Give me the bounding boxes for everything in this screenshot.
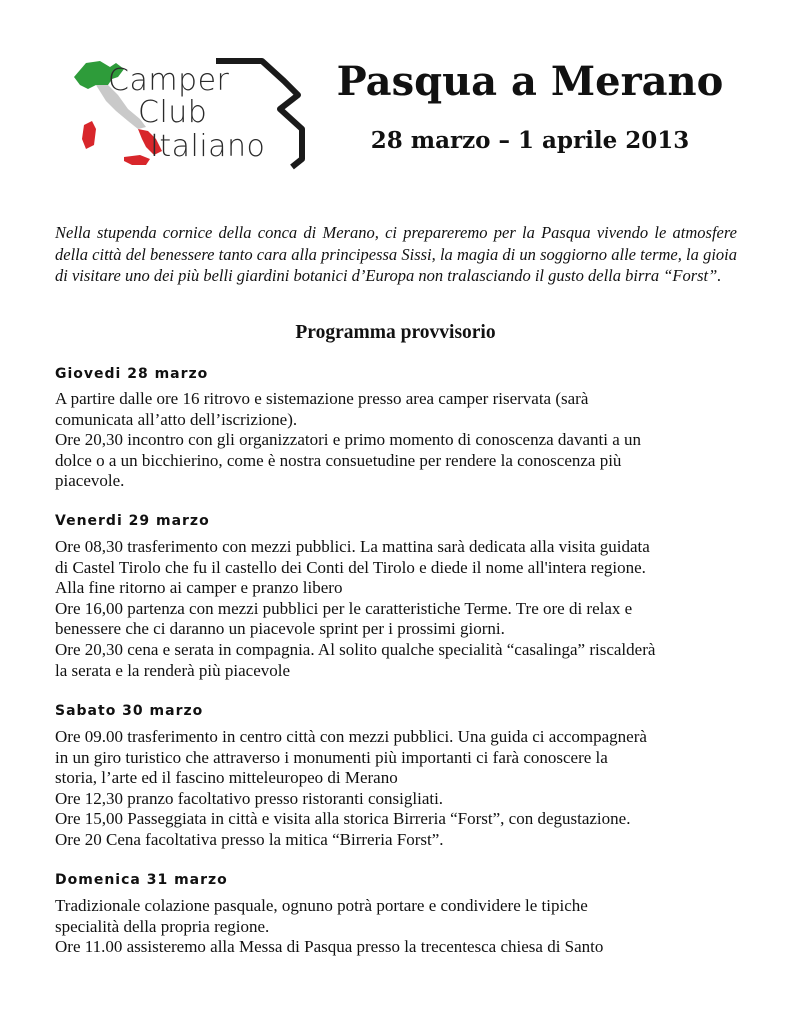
program-line: in un giro turistico che attraverso i monumenti più importanti ci farà conoscere la <box>55 747 608 767</box>
program-line: Ore 20,30 incontro con gli organizzatori e primo momento di conoscenza davanti a un <box>55 430 642 450</box>
program-line: Ore 11.00 assisteremo alla Messa di Pasqua presso la trecentesca chiesa di Santo <box>55 937 604 957</box>
program-line: benessere che ci daranno un piacevole sprint per i prossimi giorni. <box>55 619 505 639</box>
program-line: la serata e la renderà più piacevole <box>55 660 291 680</box>
program-line: comunicata all’atto dell’iscrizione). <box>55 409 298 429</box>
day-program-venerdi <box>55 537 745 681</box>
logo-word-camper: Camper <box>108 63 230 98</box>
day-program-giovedi <box>55 389 745 492</box>
intro-paragraph: Nella stupenda cornice della conca di Merano, ci prepareremo per la Pasqua vivendo le atmosfere della città del benessere tanto cara alla principessa Sissi, la magia di un soggiorno alle terme, la gioia di visitare uno dei più belli giardini botanici d’Europa non tralasciando il gusto della birra “Forst”. <box>55 223 737 285</box>
program-line: dolce o a un bicchierino, come è nostra consuetudine per rendere la conoscenza più <box>55 450 622 470</box>
program-line: Ore 12,30 pranzo facoltativo presso ristoranti consigliati. <box>55 788 444 808</box>
day-program-domenica <box>55 896 745 958</box>
event-dates: 28 marzo – 1 aprile 2013 <box>370 127 690 154</box>
program-line: specialità della propria regione. <box>55 916 270 936</box>
program-title: Programma provvisorio <box>295 322 496 343</box>
page-title: Pasqua a Merano <box>336 58 724 105</box>
program-line: Ore 15,00 Passeggiata in città e visita alla storica Birreria “Forst”, con degustazione. <box>55 809 631 829</box>
program-line: Ore 08,30 trasferimento con mezzi pubblici. La mattina sarà dedicata alla visita guidata <box>55 537 650 556</box>
day-heading-sabato: Sabato 30 marzo <box>55 703 204 719</box>
day-heading-domenica: Domenica 31 marzo <box>55 872 228 888</box>
program-line: Alla fine ritorno ai camper e pranzo libero <box>55 578 343 598</box>
logo-word-club: Club <box>138 95 208 130</box>
program-line: Ore 09.00 trasferimento in centro città con mezzi pubblici. Una guida ci accompagnerà <box>55 727 647 746</box>
program-line: storia, l’arte ed il fascino mitteleuropeo di Merano <box>55 768 398 788</box>
logo-word-italiano: Italiano <box>150 129 266 164</box>
day-heading-giovedi: Giovedi 28 marzo <box>55 366 209 382</box>
program-line: Tradizionale colazione pasquale, ognuno potrà portare e condividere le tipiche <box>55 896 588 915</box>
program-line: Ore 16,00 partenza con mezzi pubblici per le caratteristiche Terme. Tre ore di relax e <box>55 598 633 618</box>
day-program-sabato <box>55 727 745 851</box>
program-line: piacevole. <box>55 471 125 491</box>
program-line: A partire dalle ore 16 ritrovo e sistemazione presso area camper riservata (sarà <box>55 389 589 408</box>
program-line: Ore 20 Cena facoltativa presso la mitica “Birreria Forst”. <box>55 829 444 849</box>
camper-club-italiano-logo <box>66 55 312 175</box>
program-line: Ore 20,30 cena e serata in compagnia. Al solito qualche specialità “casalinga” riscalderà <box>55 639 656 659</box>
program-line: di Castel Tirolo che fu il castello dei Conti del Tirolo e diede il nome all'intera regione. <box>55 557 646 577</box>
day-heading-venerdi: Venerdi 29 marzo <box>55 513 210 529</box>
